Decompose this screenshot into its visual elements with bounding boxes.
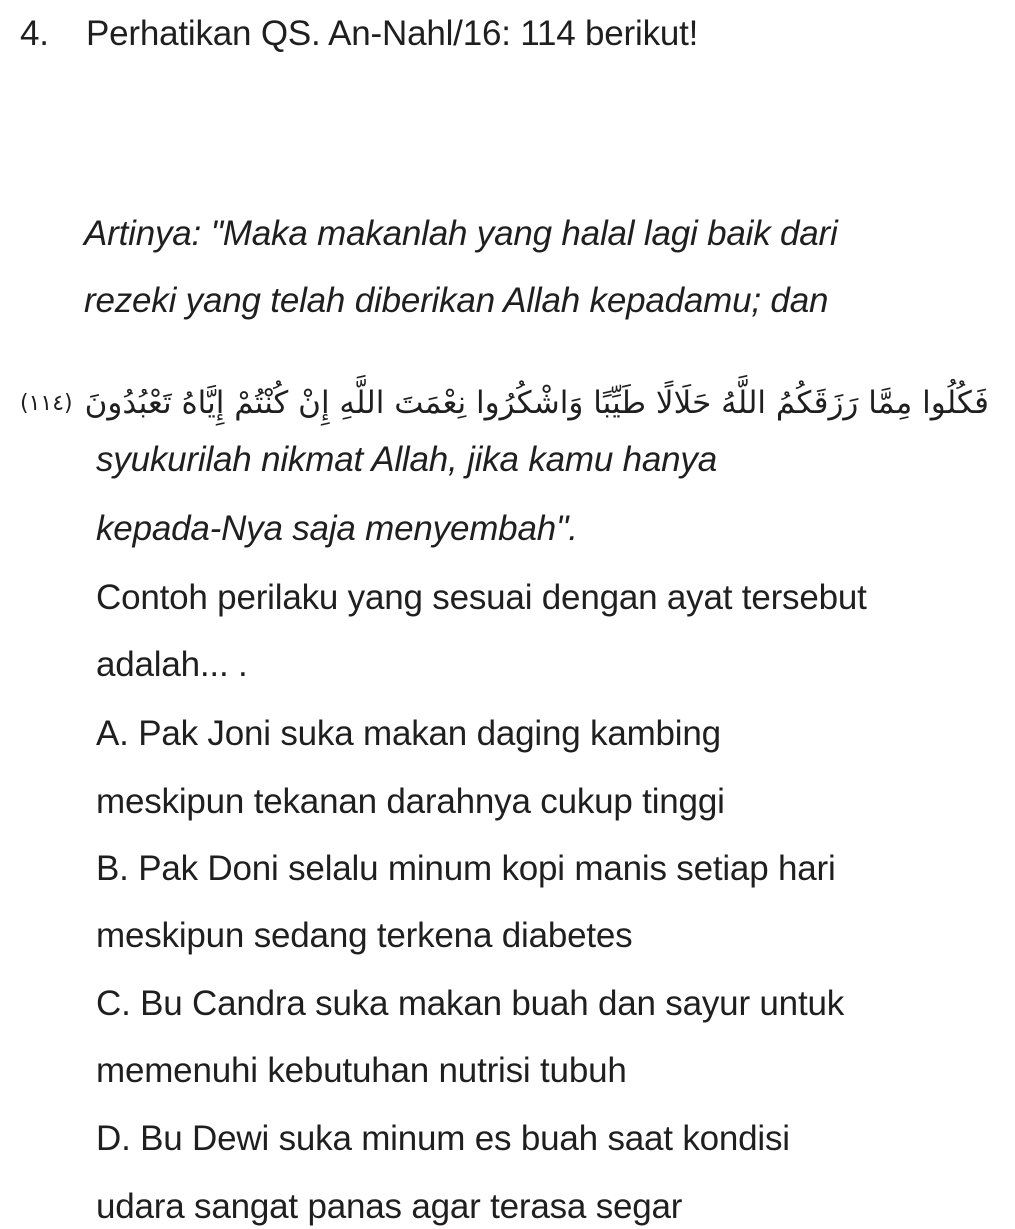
- option-d-line-2: udara sangat panas agar terasa segar: [96, 1187, 683, 1226]
- translation-line-3: syukurilah nikmat Allah, jika kamu hanya: [96, 440, 717, 479]
- arabic-verse: فَكُلُوا مِمَّا رَزَقَكُمُ اللَّهُ حَلَالًا طَيِّبًا وَاشْكُرُوا نِعْمَتَ اللَّهِ إِنْ كُنْتُمْ إِيَّاهُ تَعْبُدُونَ: [84, 385, 989, 422]
- translation-line-2: rezeki yang telah diberikan Allah kepadamu; dan: [84, 281, 829, 320]
- option-a-line-1: A. Pak Joni suka makan daging kambing: [96, 714, 721, 753]
- question-number: 4.: [20, 14, 49, 53]
- question-prompt-line-2: adalah... .: [96, 645, 248, 684]
- option-c-line-1: C. Bu Candra suka makan buah dan sayur untuk: [96, 984, 845, 1023]
- option-b-line-1: B. Pak Doni selalu minum kopi manis setiap hari: [96, 849, 836, 888]
- option-a-line-2: meskipun tekanan darahnya cukup tinggi: [96, 782, 725, 821]
- ayah-number-marker: (١١٤): [20, 391, 73, 416]
- question-prompt-line-1: Contoh perilaku yang sesuai dengan ayat tersebut: [96, 578, 867, 617]
- option-d-line-1: D. Bu Dewi suka minum es buah saat kondisi: [96, 1119, 790, 1158]
- translation-line-4: kepada-Nya saja menyembah".: [96, 509, 578, 548]
- translation-line-1: Artinya: "Maka makanlah yang halal lagi baik dari: [84, 214, 838, 253]
- option-b-line-2: meskipun sedang terkena diabetes: [96, 916, 633, 955]
- question-instruction: Perhatikan QS. An-Nahl/16: 114 berikut!: [86, 14, 699, 53]
- arabic-verse-row: [20, 374, 989, 434]
- option-c-line-2: memenuhi kebutuhan nutrisi tubuh: [96, 1051, 627, 1090]
